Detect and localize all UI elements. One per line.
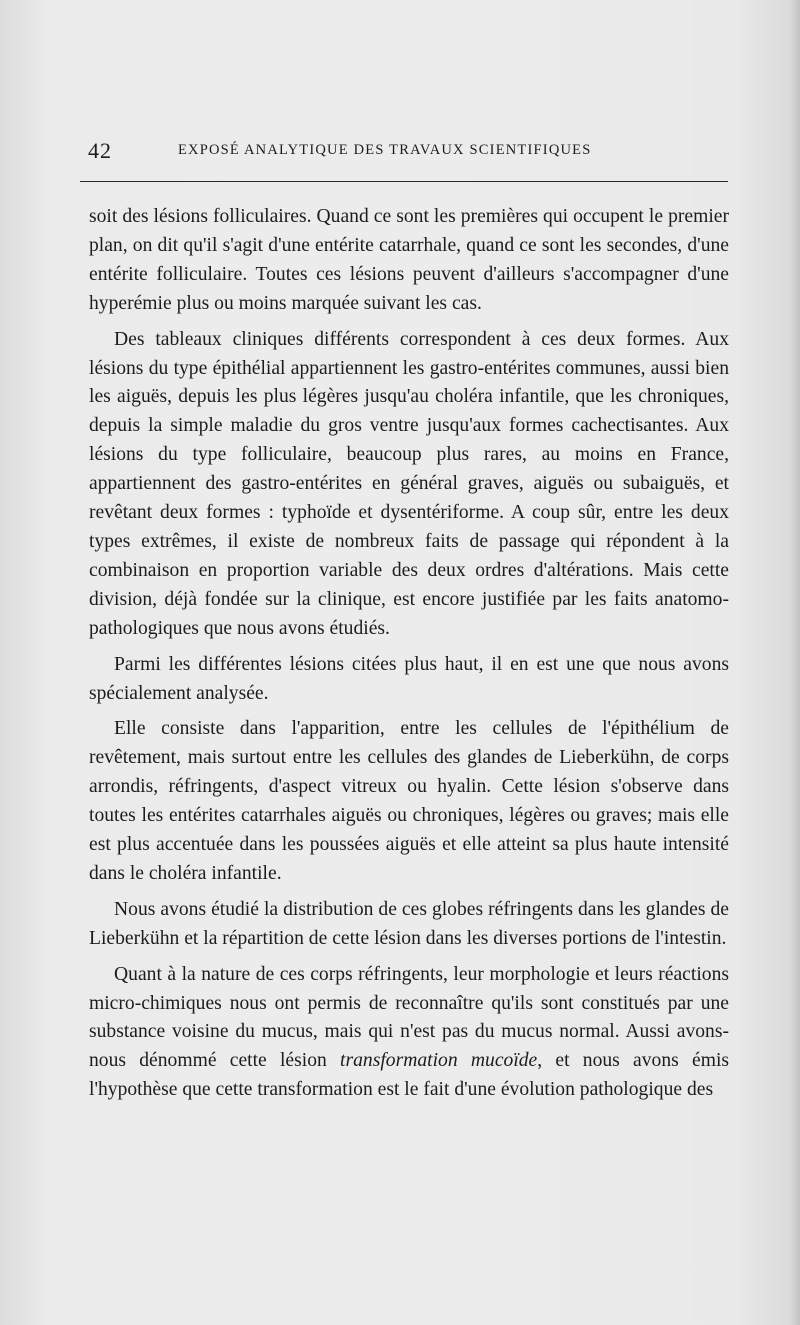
paragraph-6-end: , et nous avons émis l'hypothèse que cette transformation est le fait d'une évolution pathologique des (89, 1050, 730, 1101)
running-title: EXPOSÉ ANALYTIQUE DES TRAVAUX SCIENTIFIQUES (178, 142, 592, 158)
paragraph-5: Nous avons étudié la distribution de ces globes réfringents dans les glandes de Lieberkühn et la répartition de cette lésion dans les diverses portions de l'intestin. (89, 898, 729, 949)
paragraph-2: Des tableaux cliniques différents correspondent à ces deux formes. Aux lésions du type épithélial appartiennent les gastro-entérites communes, aussi bien les aiguës, depuis les plus légères jusqu'au choléra infantile, que les chroniques, depuis la simple maladie du gros ventre jusqu'aux formes cachectisantes. Aux lésions du type folliculaire, beaucoup plus rares, au moins en France, appartiennent des gastro-entérites en général graves, aiguës ou subaiguës, et revêtant deux formes : typhoïde et dysentériforme. A coup sûr, entre les deux types extrêmes, il existe de nombreux faits de passage qui répondent à la combinaison en proportion variable des deux ordres d'altérations. Mais cette division, déjà fondée sur la clinique, est encore justifiée par les faits anatomo-pathologiques que nous avons étudiés. (89, 328, 729, 639)
page-header (0, 138, 800, 168)
paragraph-6-start: Quant à la nature de ces corps réfringents, leur morphologie et leurs réactions micro-chimiques nous ont permis de reconnaître qu'ils sont constitués par une substance voisine du mucus, mais qui n'est pas du mucus normal. Aussi avons-nous dénommé cette lésion (89, 963, 729, 1072)
paragraph-3: Parmi les différentes lésions citées plus haut, il en est une que nous avons spécialement analysée. (89, 653, 729, 704)
paragraph-6 (89, 961, 729, 1106)
header-rule (80, 181, 728, 182)
page-edge-shadow (790, 0, 800, 1325)
italic-term: transformation mucoïde (340, 1050, 538, 1072)
body-text (89, 203, 729, 1105)
paragraph-1: soit des lésions folliculaires. Quand ce sont les premières qui occupent le premier plan, on dit qu'il s'agit d'une entérite catarrhale, quand ce sont les secondes, d'une entérite folliculaire. Toutes ces lésions peuvent d'ailleurs s'accompagner d'une hyperémie plus ou moins marquée suivant les cas. (89, 206, 729, 314)
paragraph-4: Elle consiste dans l'apparition, entre les cellules de l'épithélium de revêtement, mais surtout entre les cellules des glandes de Lieberkühn, de corps arrondis, réfringents, d'aspect vitreux ou hyalin. Cette lésion s'observe dans toutes les entérites catarrhales aiguës ou chroniques, légères ou graves; mais elle est plus accentuée dans les poussées aiguës et elle atteint sa plus haute intensité dans le choléra infantile. (89, 718, 729, 884)
page-number: 42 (88, 138, 112, 163)
